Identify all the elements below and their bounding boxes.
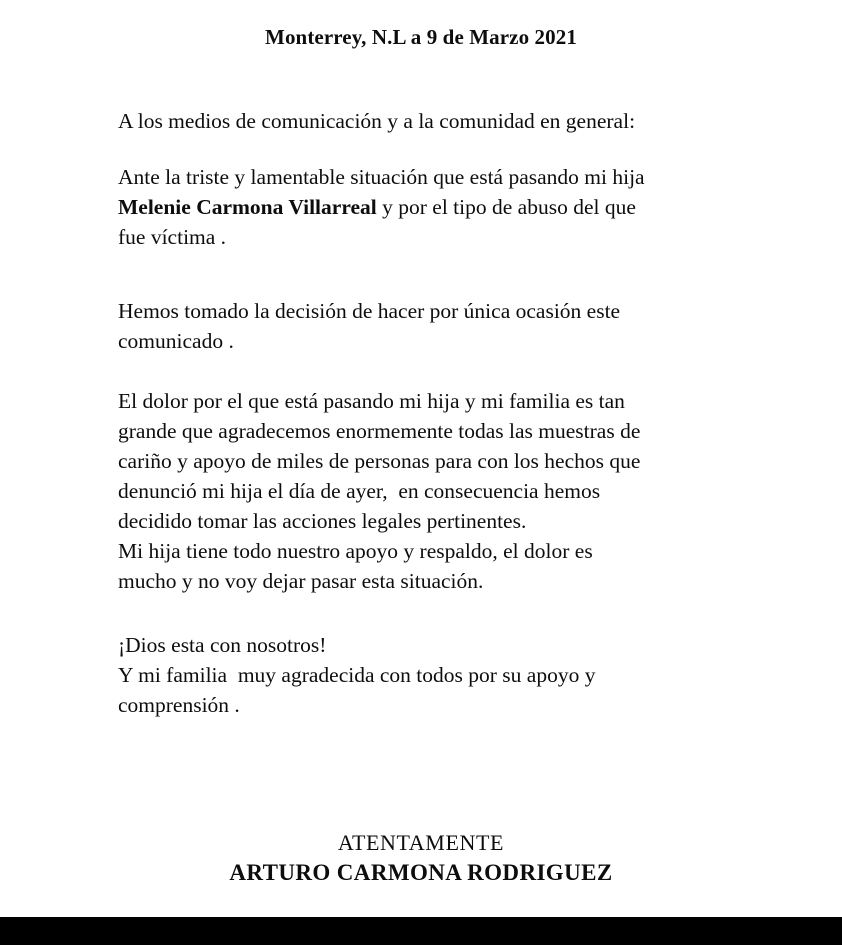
- paragraph-dolor-line-1: El dolor por el que está pasando mi hija y mi familia es tan: [118, 389, 625, 413]
- paragraph-dolor-line-3: cariño y apoyo de miles de personas para con los hechos que: [118, 449, 641, 473]
- paragraph-cierre-line-3: comprensión .: [118, 693, 240, 717]
- paragraph-dolor-line-4: denunció mi hija el día de ayer, en consecuencia hemos: [118, 479, 601, 503]
- paragraph-situacion: [118, 162, 730, 252]
- paragraph-dolor-line-5: decidido tomar las acciones legales pertinentes.: [118, 509, 527, 533]
- paragraph-decision-line-1: Hemos tomado la decisión de hacer por única ocasión este: [118, 299, 621, 323]
- paragraph-dolor: [118, 386, 730, 596]
- paragraph-dolor-line-2: grande que agradecemos enormemente todas las muestras de: [118, 419, 641, 443]
- paragraph-cierre-line-2: Y mi familia muy agradecida con todos por su apoyo y: [118, 663, 596, 687]
- paragraph-dolor-line-6: Mi hija tiene todo nuestro apoyo y respaldo, el dolor es: [118, 539, 593, 563]
- spacer-after-paragraph-dolor: [118, 596, 730, 630]
- signature-closing: ATENTAMENTE: [337, 830, 505, 855]
- paragraph-situacion-line-2-suffix: y por el tipo de abuso del que: [376, 195, 636, 219]
- paragraph-greeting: [118, 106, 730, 136]
- greeting-line: A los medios de comunicación y a la comunidad en general:: [118, 109, 636, 133]
- document-header-dateline: Monterrey, N.L a 9 de Marzo 2021: [265, 25, 577, 49]
- paragraph-cierre-line-1: ¡Dios esta con nosotros!: [118, 633, 327, 657]
- paragraph-situacion-line-2: [118, 192, 730, 222]
- spacer-after-paragraph-decision: [118, 356, 730, 386]
- paragraph-dolor-line-7: mucho y no voy dejar pasar esta situación.: [118, 569, 484, 593]
- paragraph-decision: [118, 296, 730, 356]
- paragraph-cierre: [118, 630, 730, 720]
- document-body: [118, 106, 730, 720]
- paragraph-situacion-line-1: Ante la triste y lamentable situación que está pasando mi hija: [118, 165, 645, 189]
- spacer-after-greeting: [118, 136, 730, 162]
- bottom-black-bar: [0, 917, 842, 945]
- signature-block: [0, 828, 842, 888]
- paragraph-decision-line-2: comunicado .: [118, 329, 234, 353]
- daughter-name-bold: Melenie Carmona Villarreal: [118, 195, 377, 219]
- paragraph-situacion-line-3: fue víctima .: [118, 225, 227, 249]
- spacer-after-paragraph-situacion: [118, 252, 730, 296]
- signature-name: ARTURO CARMONA RODRIGUEZ: [229, 860, 613, 885]
